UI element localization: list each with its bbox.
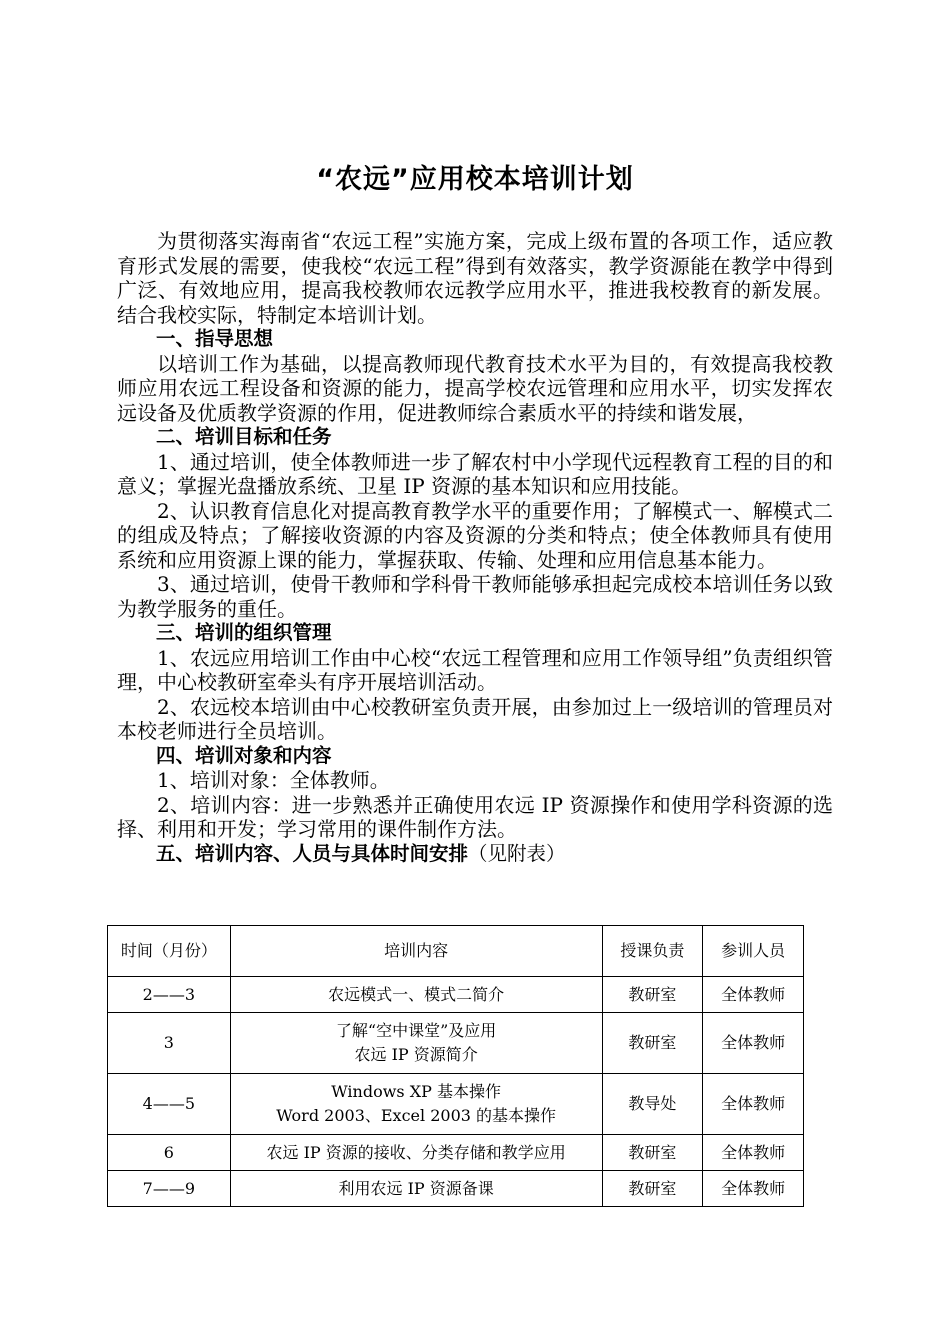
header-lecturer: 授课负责 xyxy=(602,926,703,977)
cell-content-line: 了解“空中课堂”及应用 xyxy=(335,1021,497,1040)
table-row xyxy=(108,1013,804,1074)
cell-participants: 全体教师 xyxy=(703,1135,804,1171)
cell-time: 3 xyxy=(108,1013,231,1074)
cell-lecturer: 教导处 xyxy=(602,1074,703,1135)
cell-content-line: 农远模式一、模式二简介 xyxy=(328,984,505,1004)
intro-paragraph: 为贯彻落实海南省“农远工程”实施方案，完成上级布置的各项工作，适应教育形式发展的需要，使我校“农远工程”得到有效落实，教学资源能在教学中得到广泛、有效地应用，提高我校教师农远教学应用水平，推进我校教育的新发展。结合我校实际，特制定本培训计划。 xyxy=(117,229,833,327)
cell-content-line: 农远 IP 资源的接收、分类存储和教学应用 xyxy=(266,1142,566,1162)
paragraph-1-1: 以培训工作为基础，以提高教师现代教育技术水平为目的，有效提高我校教师应用农远工程设备和资源的能力，提高学校农远管理和应用水平，切实发挥农远设备及优质教学资源的作用，促进教师综合素质水平的持续和谐发展， xyxy=(117,351,833,425)
table-row xyxy=(108,1074,804,1135)
table-row xyxy=(108,977,804,1013)
paragraph-2-1: 1、通过培训，使全体教师进一步了解农村中小学现代远程教育工程的目的和意义；掌握光盘播放系统、卫星 IP 资源的基本知识和应用技能。 xyxy=(117,449,833,498)
header-participants: 参训人员 xyxy=(703,926,804,977)
header-content: 培训内容 xyxy=(230,926,602,977)
section-heading-3: 三、培训的组织管理 xyxy=(156,621,332,644)
cell-lecturer: 教研室 xyxy=(602,977,703,1013)
paragraph-3-2: 2、农远校本培训由中心校教研室负责开展，由参加过上一级培训的管理员对本校老师进行全员培训。 xyxy=(117,694,833,743)
cell-content-line: Windows XP 基本操作 xyxy=(331,1082,501,1101)
document-body xyxy=(117,229,833,866)
cell-content-line: 利用农远 IP 资源备课 xyxy=(338,1178,494,1198)
cell-content-line: Word 2003、Excel 2003 的基本操作 xyxy=(276,1106,557,1125)
section-heading-5-note: （见附表） xyxy=(468,841,566,865)
header-time: 时间（月份） xyxy=(108,926,231,977)
cell-participants: 全体教师 xyxy=(703,1171,804,1207)
section-heading-2: 二、培训目标和任务 xyxy=(156,425,332,448)
cell-time: 7——9 xyxy=(108,1171,231,1207)
cell-lecturer: 教研室 xyxy=(602,1013,703,1074)
cell-participants: 全体教师 xyxy=(703,1013,804,1074)
cell-time: 2——3 xyxy=(108,977,231,1013)
paragraph-3-1: 1、农远应用培训工作由中心校“农远工程管理和应用工作领导组”负责组织管理，中心校教研室牵头有序开展培训活动。 xyxy=(117,645,833,694)
section-heading-1: 一、指导思想 xyxy=(156,327,274,350)
cell-lecturer: 教研室 xyxy=(602,1135,703,1171)
table-row xyxy=(108,1171,804,1207)
paragraph-4-1: 1、培训对象：全体教师。 xyxy=(157,768,390,792)
paragraph-2-2: 2、认识教育信息化对提高教育教学水平的重要作用；了解模式一、解模式二的组成及特点；了解接收资源的内容及资源的分类和特点；使全体教师具有使用系统和应用资源上课的能力，掌握获取、传输、处理和应用信息基本能力。 xyxy=(117,498,833,572)
section-heading-5-text: 五、培训内容、人员与具体时间安排 xyxy=(156,841,469,865)
cell-time: 4——5 xyxy=(108,1074,231,1135)
paragraph-4-2: 2、培训内容：进一步熟悉并正确使用农远 IP 资源操作和使用学科资源的选择、利用和开发；学习常用的课件制作方法。 xyxy=(117,792,833,841)
section-heading-5 xyxy=(117,842,833,867)
cell-time: 6 xyxy=(108,1135,231,1171)
cell-participants: 全体教师 xyxy=(703,1074,804,1135)
cell-content xyxy=(230,977,602,1013)
section-heading-4: 四、培训对象和内容 xyxy=(156,743,332,767)
document-title: “农远”应用校本培训计划 xyxy=(316,164,634,195)
cell-content-line: 农远 IP 资源简介 xyxy=(354,1045,478,1064)
cell-content xyxy=(230,1074,602,1135)
table-row xyxy=(108,1135,804,1171)
cell-content xyxy=(230,1135,602,1171)
paragraph-2-3: 3、通过培训，使骨干教师和学科骨干教师能够承担起完成校本培训任务以致为教学服务的重任。 xyxy=(117,572,833,621)
cell-participants: 全体教师 xyxy=(703,977,804,1013)
cell-lecturer: 教研室 xyxy=(602,1171,703,1207)
cell-content xyxy=(230,1013,602,1074)
schedule-table xyxy=(107,925,804,1207)
cell-content xyxy=(230,1171,602,1207)
table-header-row xyxy=(108,926,804,977)
